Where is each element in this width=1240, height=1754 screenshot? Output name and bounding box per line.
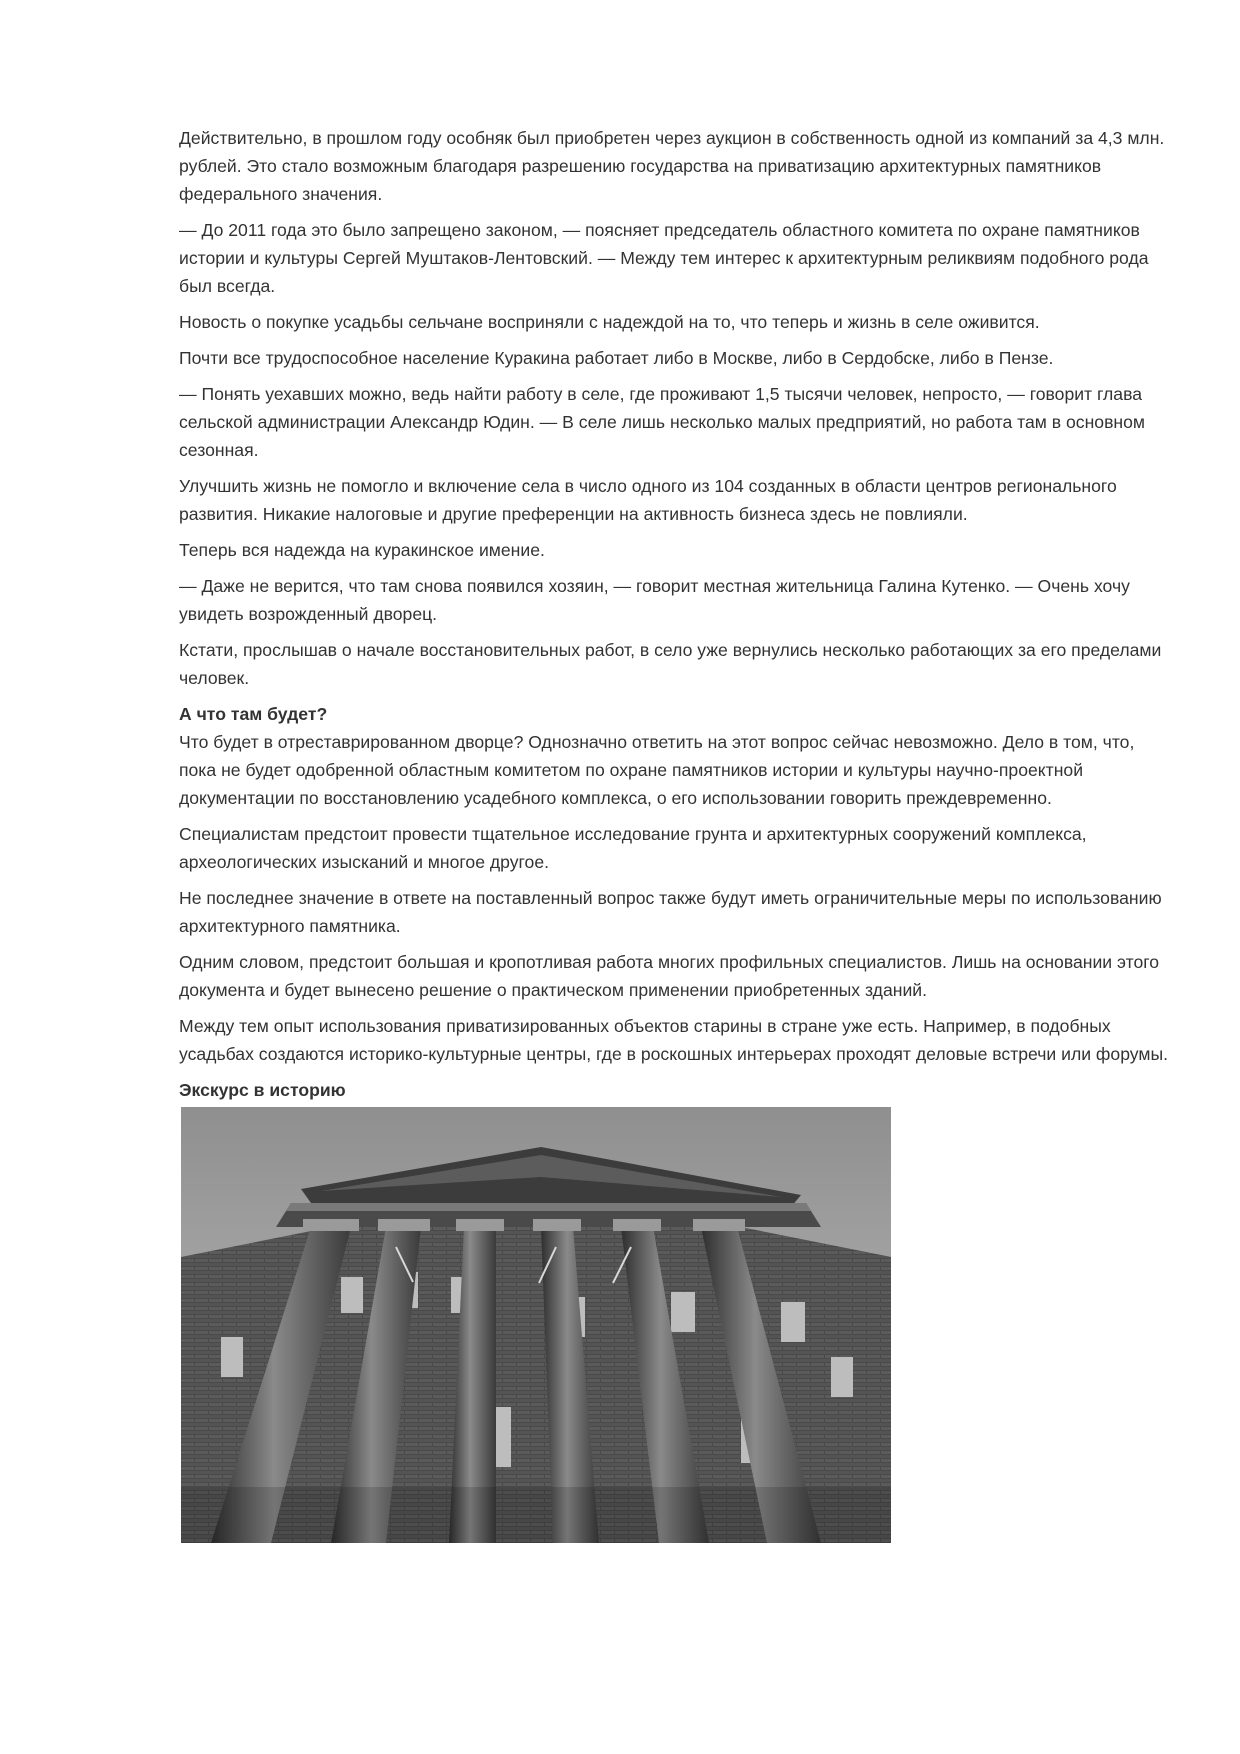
article (179, 124, 1169, 1543)
paragraph: — До 2011 года это было запрещено законом, — поясняет председатель областного комитета по охране памятников истории и культуры Сергей Муштаков-Лентовский. — Между тем интерес к архитектурным реликвиям подобного рода был всегда. (179, 220, 1149, 296)
article-photo (181, 1107, 891, 1543)
paragraph: Специалистам предстоит провести тщательное исследование грунта и архитектурных сооружений комплекса, археологических изысканий и многое другое. (179, 824, 1087, 872)
paragraph: Не последнее значение в ответе на поставленный вопрос также будут иметь ограничительные меры по использованию архитектурного памятника. (179, 888, 1162, 936)
paragraph: Почти все трудоспособное население Куракина работает либо в Москве, либо в Сердобске, либо в Пензе. (179, 348, 1054, 368)
paragraph: Теперь вся надежда на куракинское имение. (179, 540, 545, 560)
paragraph: Новость о покупке усадьбы сельчане восприняли с надеждой на то, что теперь и жизнь в селе оживится. (179, 312, 1040, 332)
paragraph: Улучшить жизнь не помогло и включение села в число одного из 104 созданных в области центров регионального развития. Никакие налоговые и другие преференции на активность бизнеса здесь не повлияли. (179, 476, 1117, 524)
paragraph: Кстати, прослышав о начале восстановительных работ, в село уже вернулись несколько работающих за его пределами человек. (179, 640, 1162, 688)
paragraph: Что будет в отреставрированном дворце? Однозначно ответить на этот вопрос сейчас невозможно. Дело в том, что, пока не будет одобренной областным комитетом по охране памятников истории и культуры научно-проектной документации по восстановлению усадебного комплекса, о его использовании говорить преждевременно. (179, 732, 1135, 808)
paragraph: — Даже не верится, что там снова появился хозяин, — говорит местная жительница Галина Кутенко. — Очень хочу увидеть возрожденный дворец. (179, 576, 1130, 624)
section-heading: Экскурс в историю (179, 1080, 346, 1100)
paragraph: — Понять уехавших можно, ведь найти работу в селе, где проживают 1,5 тысячи человек, непросто, — говорит глава сельской администрации Александр Юдин. — В селе лишь несколько малых предприятий, но работа там в основном сезонная. (179, 384, 1146, 460)
paragraph: Между тем опыт использования приватизированных объектов старины в стране уже есть. Например, в подобных усадьбах создаются историко-культурные центры, где в роскошных интерьерах проходят деловые встречи или форумы. (179, 1016, 1169, 1064)
ruined-portico-icon (181, 1107, 891, 1543)
section-heading: А что там будет? (179, 704, 328, 724)
paragraph: Одним словом, предстоит большая и кропотливая работа многих профильных специалистов. Лишь на основании этого документа и будет вынесено решение о практическом применении приобретенных зданий. (179, 952, 1160, 1000)
paragraph: Действительно, в прошлом году особняк был приобретен через аукцион в собственность одной из компаний за 4,3 млн. рублей. Это стало возможным благодаря разрешению государства на приватизацию архитектурных памятников федерального значения. (179, 128, 1165, 204)
